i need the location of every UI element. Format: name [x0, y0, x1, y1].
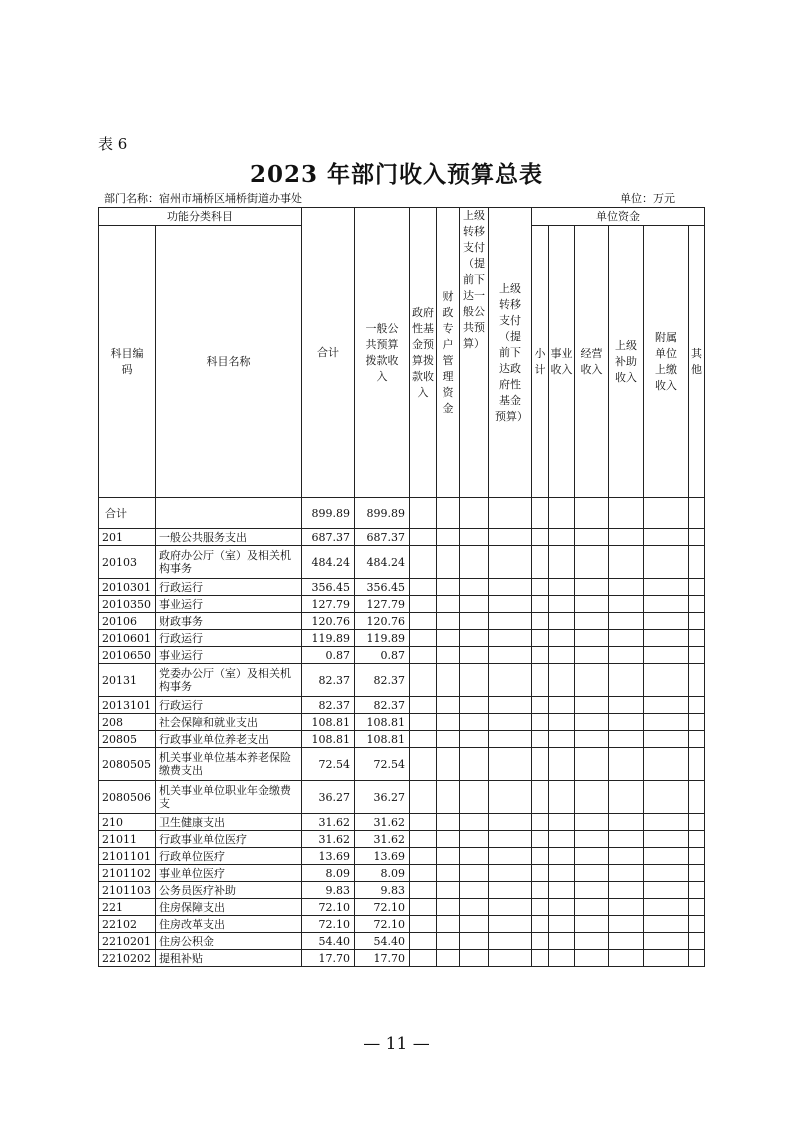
table-row	[99, 613, 705, 630]
business-income-header: 经营收入	[575, 226, 609, 498]
row-general: 8.09	[355, 865, 410, 882]
table-row	[99, 865, 705, 882]
row-total: 72.54	[302, 748, 355, 781]
gov-fund-header: 政府性基金预算拨款收入	[410, 208, 437, 498]
row-total: 484.24	[302, 546, 355, 579]
row-code: 2010650	[99, 647, 156, 664]
name-header: 科目名称	[156, 226, 302, 498]
table-row	[99, 950, 705, 967]
row-total: 120.76	[302, 613, 355, 630]
func-class-header: 功能分类科目	[99, 208, 302, 226]
upper-subsidy-header: 上级补助收入	[609, 226, 644, 498]
row-general: 72.10	[355, 916, 410, 933]
row-total: 31.62	[302, 831, 355, 848]
table-row	[99, 546, 705, 579]
other-income-header: 其他	[689, 226, 705, 498]
row-code: 2013101	[99, 697, 156, 714]
row-general: 108.81	[355, 731, 410, 748]
row-total: 82.37	[302, 697, 355, 714]
row-name: 政府办公厅（室）及相关机构事务	[156, 546, 302, 579]
row-general: 687.37	[355, 529, 410, 546]
row-general: 31.62	[355, 814, 410, 831]
upper-fund-header: 上级转移支付（提前下达政府性基金预算）	[489, 208, 532, 498]
table-row	[99, 882, 705, 899]
row-general: 127.79	[355, 596, 410, 613]
row-general: 484.24	[355, 546, 410, 579]
general-budget-header: 一般公共预算拨款收入	[355, 208, 410, 498]
row-name: 事业运行	[156, 647, 302, 664]
row-general: 0.87	[355, 647, 410, 664]
row-code: 2010301	[99, 579, 156, 596]
row-total: 9.83	[302, 882, 355, 899]
row-code: 2101103	[99, 882, 156, 899]
row-general: 13.69	[355, 848, 410, 865]
row-general: 72.54	[355, 748, 410, 781]
row-code: 20805	[99, 731, 156, 748]
row-total: 17.70	[302, 950, 355, 967]
row-general: 120.76	[355, 613, 410, 630]
row-code: 21011	[99, 831, 156, 848]
row-name: 行政事业单位医疗	[156, 831, 302, 848]
table-row	[99, 831, 705, 848]
fin-special-header: 财政专户管理资金	[437, 208, 460, 498]
total-header: 合计	[302, 208, 355, 498]
row-general: 356.45	[355, 579, 410, 596]
row-name: 机关事业单位职业年金缴费支	[156, 781, 302, 814]
row-code: 2101101	[99, 848, 156, 865]
table-number: 表 6	[98, 135, 128, 153]
row-total: 72.10	[302, 916, 355, 933]
row-code: 20131	[99, 664, 156, 697]
row-name: 一般公共服务支出	[156, 529, 302, 546]
row-general: 119.89	[355, 630, 410, 647]
row-code: 2080506	[99, 781, 156, 814]
row-total: 356.45	[302, 579, 355, 596]
row-name: 社会保障和就业支出	[156, 714, 302, 731]
row-general: 31.62	[355, 831, 410, 848]
row-total: 31.62	[302, 814, 355, 831]
total-row-general: 899.89	[355, 498, 410, 529]
table-row	[99, 664, 705, 697]
row-name: 财政事务	[156, 613, 302, 630]
row-code: 2080505	[99, 748, 156, 781]
row-code: 208	[99, 714, 156, 731]
page-number: — 11 —	[363, 1034, 430, 1054]
total-row	[99, 498, 705, 529]
row-total: 108.81	[302, 714, 355, 731]
row-name: 党委办公厅（室）及相关机构事务	[156, 664, 302, 697]
row-general: 54.40	[355, 933, 410, 950]
row-general: 36.27	[355, 781, 410, 814]
row-code: 2210202	[99, 950, 156, 967]
budget-table	[98, 207, 705, 967]
table-row	[99, 899, 705, 916]
row-general: 9.83	[355, 882, 410, 899]
row-name: 事业运行	[156, 596, 302, 613]
unit-funds-header: 单位资金	[532, 208, 705, 226]
row-total: 127.79	[302, 596, 355, 613]
row-code: 2010350	[99, 596, 156, 613]
table-row	[99, 848, 705, 865]
row-total: 0.87	[302, 647, 355, 664]
table-row	[99, 781, 705, 814]
row-name: 事业单位医疗	[156, 865, 302, 882]
row-code: 201	[99, 529, 156, 546]
code-header: 科目编码	[99, 226, 156, 498]
row-total: 13.69	[302, 848, 355, 865]
row-code: 2101102	[99, 865, 156, 882]
row-general: 17.70	[355, 950, 410, 967]
table-row	[99, 731, 705, 748]
row-general: 82.37	[355, 664, 410, 697]
row-total: 36.27	[302, 781, 355, 814]
row-total: 108.81	[302, 731, 355, 748]
row-code: 20106	[99, 613, 156, 630]
row-code: 2010601	[99, 630, 156, 647]
table-row	[99, 647, 705, 664]
row-total: 8.09	[302, 865, 355, 882]
table-row	[99, 630, 705, 647]
row-total: 119.89	[302, 630, 355, 647]
table-row	[99, 697, 705, 714]
table-row	[99, 529, 705, 546]
page-title: 2023 年部门收入预算总表	[249, 161, 544, 188]
row-code: 210	[99, 814, 156, 831]
row-name: 住房保障支出	[156, 899, 302, 916]
affiliated-income-header: 附属单位上缴收入	[644, 226, 689, 498]
unit-label: 单位：万元	[620, 192, 675, 205]
row-name: 卫生健康支出	[156, 814, 302, 831]
row-name: 公务员医疗补助	[156, 882, 302, 899]
row-name: 住房改革支出	[156, 916, 302, 933]
table-row	[99, 916, 705, 933]
table-row	[99, 814, 705, 831]
total-row-label: 合计	[99, 498, 156, 529]
row-name: 行政运行	[156, 630, 302, 647]
subtotal-header: 小计	[532, 226, 549, 498]
row-name: 行政运行	[156, 579, 302, 596]
total-row-total: 899.89	[302, 498, 355, 529]
row-name: 行政运行	[156, 697, 302, 714]
row-total: 687.37	[302, 529, 355, 546]
row-name: 住房公积金	[156, 933, 302, 950]
table-row	[99, 933, 705, 950]
upper-general-header: 上级转移支付（提前下达一般公共预算）	[460, 208, 489, 498]
row-code: 20103	[99, 546, 156, 579]
row-general: 108.81	[355, 714, 410, 731]
row-general: 82.37	[355, 697, 410, 714]
table-row	[99, 596, 705, 613]
row-total: 82.37	[302, 664, 355, 697]
table-row	[99, 714, 705, 731]
row-total: 54.40	[302, 933, 355, 950]
row-code: 221	[99, 899, 156, 916]
row-name: 机关事业单位基本养老保险缴费支出	[156, 748, 302, 781]
department-name: 部门名称：宿州市埇桥区埇桥街道办事处	[104, 192, 302, 205]
row-name: 行政单位医疗	[156, 848, 302, 865]
row-total: 72.10	[302, 899, 355, 916]
row-general: 72.10	[355, 899, 410, 916]
career-income-header: 事业收入	[549, 226, 575, 498]
row-name: 提租补贴	[156, 950, 302, 967]
table-row	[99, 579, 705, 596]
table-row	[99, 748, 705, 781]
row-code: 2210201	[99, 933, 156, 950]
row-name: 行政事业单位养老支出	[156, 731, 302, 748]
row-code: 22102	[99, 916, 156, 933]
